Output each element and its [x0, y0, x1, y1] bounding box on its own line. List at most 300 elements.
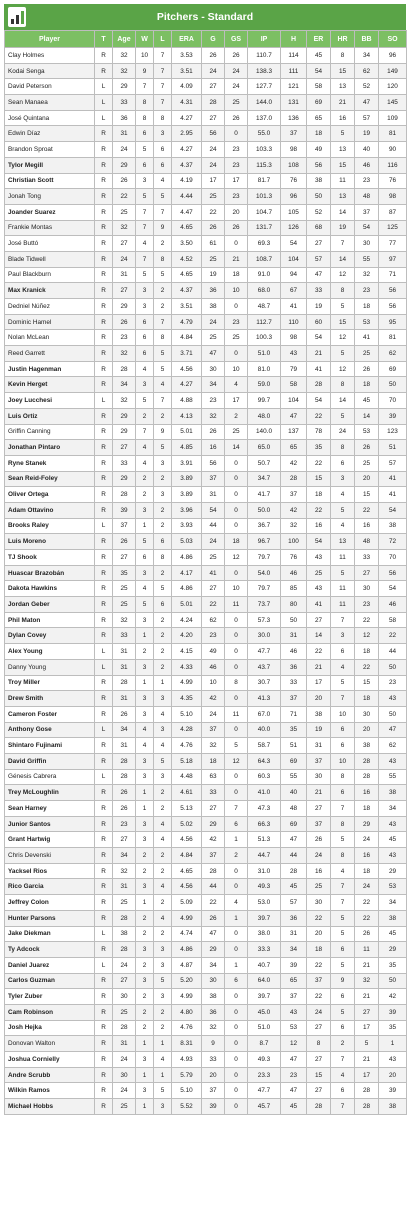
stat-cell-g: 63 — [202, 769, 225, 785]
player-name-cell[interactable]: Jordan Geber — [5, 597, 95, 613]
table-row[interactable] — [5, 267, 407, 283]
stat-cell-ip: 66.3 — [248, 816, 281, 832]
player-name-cell[interactable]: Dylan Covey — [5, 628, 95, 644]
table-row[interactable] — [5, 48, 407, 64]
stat-cell-t: R — [95, 346, 113, 362]
table-row[interactable] — [5, 863, 407, 879]
stat-cell-h: 40 — [281, 785, 307, 801]
stat-cell-hr: 8 — [331, 848, 355, 864]
table-row[interactable] — [5, 236, 407, 252]
column-header-age[interactable]: Age — [113, 31, 136, 48]
stat-cell-w: 2 — [136, 1020, 154, 1036]
player-name-cell[interactable]: Michael Hobbs — [5, 1099, 95, 1115]
stat-cell-t: R — [95, 1099, 113, 1115]
player-name-cell[interactable]: Nolan McLean — [5, 330, 95, 346]
stat-cell-g: 37 — [202, 722, 225, 738]
player-name-cell[interactable]: Frankie Montas — [5, 220, 95, 236]
stat-cell-h: 96 — [281, 189, 307, 205]
stat-cell-age: 28 — [113, 753, 136, 769]
player-name-cell[interactable]: Oliver Ortega — [5, 487, 95, 503]
table-row[interactable] — [5, 565, 407, 581]
table-row[interactable] — [5, 550, 407, 566]
column-header-gs[interactable]: GS — [225, 31, 248, 48]
stat-cell-so: 55 — [379, 769, 407, 785]
column-header-g[interactable]: G — [202, 31, 225, 48]
player-name-cell[interactable]: Anthony Gose — [5, 722, 95, 738]
stat-cell-t: R — [95, 471, 113, 487]
column-header-w[interactable]: W — [136, 31, 154, 48]
column-header-ip[interactable]: IP — [248, 31, 281, 48]
stat-cell-age: 28 — [113, 487, 136, 503]
table-row[interactable] — [5, 612, 407, 628]
stat-cell-l: 7 — [154, 204, 172, 220]
player-name-cell[interactable]: Junior Santos — [5, 816, 95, 832]
table-row[interactable] — [5, 816, 407, 832]
stat-cell-w: 1 — [136, 895, 154, 911]
stat-cell-er: 54 — [307, 393, 331, 409]
stat-cell-era: 3.51 — [172, 63, 202, 79]
table-row[interactable] — [5, 644, 407, 660]
player-name-cell[interactable]: Joander Suarez — [5, 204, 95, 220]
table-row[interactable] — [5, 910, 407, 926]
player-name-cell[interactable]: Jonah Tong — [5, 189, 95, 205]
player-name-cell[interactable]: Luis Moreno — [5, 534, 95, 550]
stat-cell-h: 65 — [281, 440, 307, 456]
table-row[interactable] — [5, 283, 407, 299]
stat-cell-er: 15 — [307, 1067, 331, 1083]
stat-cell-hr: 8 — [331, 283, 355, 299]
stat-cell-h: 111 — [281, 63, 307, 79]
stat-cell-l: 2 — [154, 502, 172, 518]
stat-cell-g: 31 — [202, 487, 225, 503]
stat-cell-so: 50 — [379, 973, 407, 989]
table-row[interactable] — [5, 63, 407, 79]
player-name-cell[interactable]: Ryne Stanek — [5, 455, 95, 471]
column-header-bb[interactable]: BB — [355, 31, 379, 48]
table-row[interactable] — [5, 126, 407, 142]
stat-cell-age: 24 — [113, 251, 136, 267]
stat-cell-bb: 32 — [355, 267, 379, 283]
stat-cell-era: 4.44 — [172, 189, 202, 205]
table-row[interactable] — [5, 502, 407, 518]
player-name-cell[interactable]: Reed Garrett — [5, 346, 95, 362]
player-name-cell[interactable]: Justin Hagenman — [5, 361, 95, 377]
table-row[interactable] — [5, 1036, 407, 1052]
player-name-cell[interactable]: Christian Scott — [5, 173, 95, 189]
table-row[interactable] — [5, 895, 407, 911]
player-name-cell[interactable]: Jonathan Pintaro — [5, 440, 95, 456]
stat-cell-w: 3 — [136, 612, 154, 628]
table-row[interactable] — [5, 659, 407, 675]
table-row[interactable] — [5, 189, 407, 205]
table-row[interactable] — [5, 471, 407, 487]
stat-cell-l: 4 — [154, 706, 172, 722]
stat-cell-t: R — [95, 424, 113, 440]
stat-cell-er: 27 — [307, 1052, 331, 1068]
table-row[interactable] — [5, 785, 407, 801]
table-row[interactable] — [5, 79, 407, 95]
player-name-cell[interactable]: Tylor Megill — [5, 157, 95, 173]
player-name-cell[interactable]: José Quintana — [5, 110, 95, 126]
stat-cell-t: R — [95, 283, 113, 299]
stat-cell-g: 37 — [202, 848, 225, 864]
stat-cell-bb: 30 — [355, 706, 379, 722]
player-name-cell[interactable]: Donovan Walton — [5, 1036, 95, 1052]
player-name-cell[interactable]: Wilkin Ramos — [5, 1083, 95, 1099]
stat-cell-t: R — [95, 832, 113, 848]
table-row[interactable] — [5, 942, 407, 958]
stat-cell-l: 2 — [154, 236, 172, 252]
stat-cell-gs: 0 — [225, 863, 248, 879]
stat-cell-era: 3.91 — [172, 455, 202, 471]
table-row[interactable] — [5, 801, 407, 817]
stat-cell-g: 56 — [202, 455, 225, 471]
column-header-era[interactable]: ERA — [172, 31, 202, 48]
player-name-cell[interactable]: Joey Lucchesi — [5, 393, 95, 409]
table-row[interactable] — [5, 769, 407, 785]
stat-cell-era: 5.18 — [172, 753, 202, 769]
stat-cell-hr: 7 — [331, 895, 355, 911]
stat-cell-era: 4.27 — [172, 377, 202, 393]
player-name-cell[interactable]: Josh Hejka — [5, 1020, 95, 1036]
table-row[interactable] — [5, 173, 407, 189]
stat-cell-er: 19 — [307, 722, 331, 738]
stat-cell-hr: 5 — [331, 126, 355, 142]
stat-cell-l: 3 — [154, 942, 172, 958]
stat-cell-bb: 15 — [355, 487, 379, 503]
player-name-cell[interactable]: Huascar Brazobán — [5, 565, 95, 581]
table-row[interactable] — [5, 848, 407, 864]
player-name-cell[interactable]: Edwin Díaz — [5, 126, 95, 142]
table-row[interactable] — [5, 346, 407, 362]
stat-cell-so: 56 — [379, 565, 407, 581]
table-row[interactable] — [5, 455, 407, 471]
stat-cell-bb: 30 — [355, 581, 379, 597]
stat-cell-age: 29 — [113, 408, 136, 424]
stat-cell-w: 3 — [136, 691, 154, 707]
stat-cell-hr: 6 — [331, 722, 355, 738]
stat-cell-l: 3 — [154, 957, 172, 973]
table-row[interactable] — [5, 926, 407, 942]
stat-cell-w: 6 — [136, 126, 154, 142]
player-name-cell[interactable]: Shintaro Fujinami — [5, 738, 95, 754]
stat-cell-t: L — [95, 769, 113, 785]
stat-cell-gs: 0 — [225, 1004, 248, 1020]
stat-cell-ip: 40.7 — [248, 957, 281, 973]
stat-cell-w: 3 — [136, 502, 154, 518]
stat-cell-so: 87 — [379, 204, 407, 220]
stat-cell-l: 3 — [154, 722, 172, 738]
stat-cell-hr: 13 — [331, 142, 355, 158]
stat-cell-h: 37 — [281, 989, 307, 1005]
stat-cell-gs: 12 — [225, 550, 248, 566]
player-name-cell[interactable]: Sean Reid-Foley — [5, 471, 95, 487]
table-row[interactable] — [5, 581, 407, 597]
table-row[interactable] — [5, 518, 407, 534]
table-row[interactable] — [5, 299, 407, 315]
stat-cell-h: 121 — [281, 79, 307, 95]
table-row[interactable] — [5, 408, 407, 424]
stat-cell-t: R — [95, 753, 113, 769]
table-row[interactable] — [5, 220, 407, 236]
table-row[interactable] — [5, 142, 407, 158]
player-name-cell[interactable]: Génesis Cabrera — [5, 769, 95, 785]
player-name-cell[interactable]: Andre Scrubb — [5, 1067, 95, 1083]
stat-cell-bb: 25 — [355, 346, 379, 362]
stat-cell-l: 2 — [154, 283, 172, 299]
player-name-cell[interactable]: Clay Holmes — [5, 48, 95, 64]
stat-cell-er: 56 — [307, 157, 331, 173]
stat-cell-ip: 99.7 — [248, 393, 281, 409]
player-name-cell[interactable]: Hunter Parsons — [5, 910, 95, 926]
stat-cell-ip: 45.0 — [248, 1004, 281, 1020]
table-row[interactable] — [5, 1083, 407, 1099]
stat-cell-h: 137 — [281, 424, 307, 440]
player-name-cell[interactable]: Jeffrey Colon — [5, 895, 95, 911]
table-row[interactable] — [5, 738, 407, 754]
stat-cell-ip: 41.0 — [248, 785, 281, 801]
player-name-cell[interactable]: Blade Tidwell — [5, 251, 95, 267]
table-row[interactable] — [5, 204, 407, 220]
stat-cell-h: 43 — [281, 346, 307, 362]
stat-cell-ip: 47.7 — [248, 1083, 281, 1099]
stat-cell-era: 5.03 — [172, 534, 202, 550]
table-row[interactable] — [5, 675, 407, 691]
column-header-hr[interactable]: HR — [331, 31, 355, 48]
stat-cell-age: 24 — [113, 957, 136, 973]
player-name-cell[interactable]: Luis Ortiz — [5, 408, 95, 424]
stat-cell-h: 43 — [281, 1004, 307, 1020]
table-row[interactable] — [5, 706, 407, 722]
table-row[interactable] — [5, 393, 407, 409]
stat-cell-gs: 0 — [225, 1052, 248, 1068]
player-name-cell[interactable]: Chris Devenski — [5, 848, 95, 864]
player-name-cell[interactable]: Daniel Juarez — [5, 957, 95, 973]
player-name-cell[interactable]: Griffin Canning — [5, 424, 95, 440]
player-name-cell[interactable]: Kodai Senga — [5, 63, 95, 79]
column-header-l[interactable]: L — [154, 31, 172, 48]
stat-cell-gs: 10 — [225, 361, 248, 377]
table-row[interactable] — [5, 1004, 407, 1020]
stat-cell-t: L — [95, 518, 113, 534]
stat-cell-t: R — [95, 236, 113, 252]
table-row[interactable] — [5, 753, 407, 769]
stat-cell-h: 48 — [281, 801, 307, 817]
player-name-cell[interactable]: Sean Harney — [5, 801, 95, 817]
stat-cell-ip: 79.7 — [248, 581, 281, 597]
player-name-cell[interactable]: Sean Manaea — [5, 95, 95, 111]
stat-cell-so: 77 — [379, 236, 407, 252]
stat-cell-bb: 29 — [355, 816, 379, 832]
stat-cell-so: 76 — [379, 173, 407, 189]
stat-cell-g: 36 — [202, 1004, 225, 1020]
stat-cell-w: 8 — [136, 95, 154, 111]
player-name-cell[interactable]: Troy Miller — [5, 675, 95, 691]
stat-cell-w: 2 — [136, 863, 154, 879]
player-name-cell[interactable]: Dominic Hamel — [5, 314, 95, 330]
table-row[interactable] — [5, 957, 407, 973]
table-row[interactable] — [5, 1020, 407, 1036]
player-name-cell[interactable]: David Peterson — [5, 79, 95, 95]
column-header-er[interactable]: ER — [307, 31, 331, 48]
player-name-cell[interactable]: Cameron Foster — [5, 706, 95, 722]
stat-cell-gs: 0 — [225, 691, 248, 707]
table-row[interactable] — [5, 1067, 407, 1083]
table-row[interactable] — [5, 628, 407, 644]
table-row[interactable] — [5, 440, 407, 456]
player-name-cell[interactable]: Grant Hartwig — [5, 832, 95, 848]
stat-cell-bb: 16 — [355, 518, 379, 534]
player-name-cell[interactable]: Trey McLoughlin — [5, 785, 95, 801]
stat-cell-era: 4.20 — [172, 628, 202, 644]
stat-cell-l: 6 — [154, 157, 172, 173]
table-row[interactable] — [5, 1052, 407, 1068]
table-row[interactable] — [5, 110, 407, 126]
stat-cell-er: 22 — [307, 957, 331, 973]
stat-cell-era: 4.13 — [172, 408, 202, 424]
stat-cell-w: 2 — [136, 910, 154, 926]
stat-cell-age: 32 — [113, 863, 136, 879]
stat-cell-l: 6 — [154, 142, 172, 158]
table-row[interactable] — [5, 361, 407, 377]
player-name-cell[interactable]: Ty Adcock — [5, 942, 95, 958]
stat-cell-l: 2 — [154, 801, 172, 817]
stat-cell-bb: 57 — [355, 110, 379, 126]
stat-cell-age: 27 — [113, 550, 136, 566]
stat-cell-era: 4.17 — [172, 565, 202, 581]
player-name-cell[interactable]: Cam Robinson — [5, 1004, 95, 1020]
stat-cell-er: 28 — [307, 377, 331, 393]
stat-cell-bb: 32 — [355, 973, 379, 989]
stat-cell-hr: 15 — [331, 63, 355, 79]
player-name-cell[interactable]: Adam Ottavino — [5, 502, 95, 518]
stat-cell-h: 69 — [281, 816, 307, 832]
stat-cell-so: 22 — [379, 628, 407, 644]
stat-cell-h: 47 — [281, 408, 307, 424]
player-name-cell[interactable]: Paul Blackburn — [5, 267, 95, 283]
table-row[interactable] — [5, 1099, 407, 1115]
stat-cell-gs: 0 — [225, 1020, 248, 1036]
table-row[interactable] — [5, 832, 407, 848]
player-name-cell[interactable]: David Griffin — [5, 753, 95, 769]
table-row[interactable] — [5, 597, 407, 613]
stat-cell-hr: 5 — [331, 502, 355, 518]
table-row[interactable] — [5, 487, 407, 503]
stat-cell-bb: 18 — [355, 691, 379, 707]
stat-cell-h: 94 — [281, 267, 307, 283]
stat-cell-ip: 69.3 — [248, 236, 281, 252]
table-row[interactable] — [5, 95, 407, 111]
stat-cell-w: 6 — [136, 346, 154, 362]
stat-cell-l: 5 — [154, 440, 172, 456]
stat-cell-er: 17 — [307, 675, 331, 691]
player-name-cell[interactable]: Phil Maton — [5, 612, 95, 628]
player-name-cell[interactable]: Drew Smith — [5, 691, 95, 707]
table-row[interactable] — [5, 722, 407, 738]
table-row[interactable] — [5, 973, 407, 989]
table-row[interactable] — [5, 534, 407, 550]
stat-cell-t: R — [95, 1036, 113, 1052]
column-header-so[interactable]: SO — [379, 31, 407, 48]
column-header-h[interactable]: H — [281, 31, 307, 48]
stat-cell-h: 47 — [281, 832, 307, 848]
player-name-cell[interactable]: Tyler Zuber — [5, 989, 95, 1005]
stat-cell-ip: 47.7 — [248, 644, 281, 660]
stat-cell-g: 61 — [202, 236, 225, 252]
stat-cell-gs: 23 — [225, 314, 248, 330]
stat-cell-gs: 18 — [225, 267, 248, 283]
team-logo-icon — [8, 7, 26, 27]
table-row[interactable] — [5, 330, 407, 346]
stat-cell-g: 33 — [202, 1052, 225, 1068]
player-name-cell[interactable]: Kevin Herget — [5, 377, 95, 393]
table-row[interactable] — [5, 424, 407, 440]
player-name-cell[interactable]: TJ Shook — [5, 550, 95, 566]
stat-cell-so: 43 — [379, 691, 407, 707]
stat-cell-t: L — [95, 722, 113, 738]
stat-cell-age: 27 — [113, 973, 136, 989]
column-header-t[interactable]: T — [95, 31, 113, 48]
player-name-cell[interactable]: Brooks Raley — [5, 518, 95, 534]
player-name-cell[interactable]: Jake Diekman — [5, 926, 95, 942]
table-row[interactable] — [5, 989, 407, 1005]
stat-cell-l: 2 — [154, 612, 172, 628]
player-name-cell[interactable]: Max Kranick — [5, 283, 95, 299]
stat-cell-g: 47 — [202, 346, 225, 362]
column-header-player[interactable]: Player — [5, 31, 95, 48]
stat-cell-era: 4.61 — [172, 785, 202, 801]
table-row[interactable] — [5, 314, 407, 330]
stat-cell-era: 3.50 — [172, 236, 202, 252]
stat-cell-w: 3 — [136, 942, 154, 958]
player-name-cell[interactable]: Carlos Guzman — [5, 973, 95, 989]
player-name-cell[interactable]: Alex Young — [5, 644, 95, 660]
stat-cell-gs: 17 — [225, 173, 248, 189]
stat-cell-era: 3.89 — [172, 471, 202, 487]
player-name-cell[interactable]: Joshua Cornielly — [5, 1052, 95, 1068]
player-name-cell[interactable]: Rico Garcia — [5, 879, 95, 895]
stat-cell-gs: 6 — [225, 816, 248, 832]
stat-cell-so: 41 — [379, 487, 407, 503]
player-name-cell[interactable]: Dakota Hawkins — [5, 581, 95, 597]
stat-cell-gs: 8 — [225, 675, 248, 691]
player-name-cell[interactable]: José Buttó — [5, 236, 95, 252]
stat-cell-age: 31 — [113, 691, 136, 707]
table-row[interactable] — [5, 879, 407, 895]
stat-cell-age: 29 — [113, 79, 136, 95]
stat-cell-w: 3 — [136, 565, 154, 581]
stat-cell-bb: 22 — [355, 910, 379, 926]
player-name-cell[interactable]: Danny Young — [5, 659, 95, 675]
stat-cell-er: 54 — [307, 63, 331, 79]
table-row[interactable] — [5, 377, 407, 393]
stat-cell-ip: 39.7 — [248, 910, 281, 926]
table-row[interactable] — [5, 157, 407, 173]
table-row[interactable] — [5, 691, 407, 707]
stat-cell-gs: 20 — [225, 204, 248, 220]
stat-cell-g: 39 — [202, 1099, 225, 1115]
stat-cell-w: 1 — [136, 801, 154, 817]
stat-cell-g: 33 — [202, 785, 225, 801]
stat-cell-gs: 0 — [225, 1067, 248, 1083]
table-row[interactable] — [5, 251, 407, 267]
stat-cell-t: R — [95, 738, 113, 754]
player-name-cell[interactable]: Dedniel Núñez — [5, 299, 95, 315]
stat-cell-ip: 47.3 — [248, 801, 281, 817]
player-name-cell[interactable]: Yacksel Rios — [5, 863, 95, 879]
player-name-cell[interactable]: Brandon Sproat — [5, 142, 95, 158]
stat-cell-age: 30 — [113, 1067, 136, 1083]
